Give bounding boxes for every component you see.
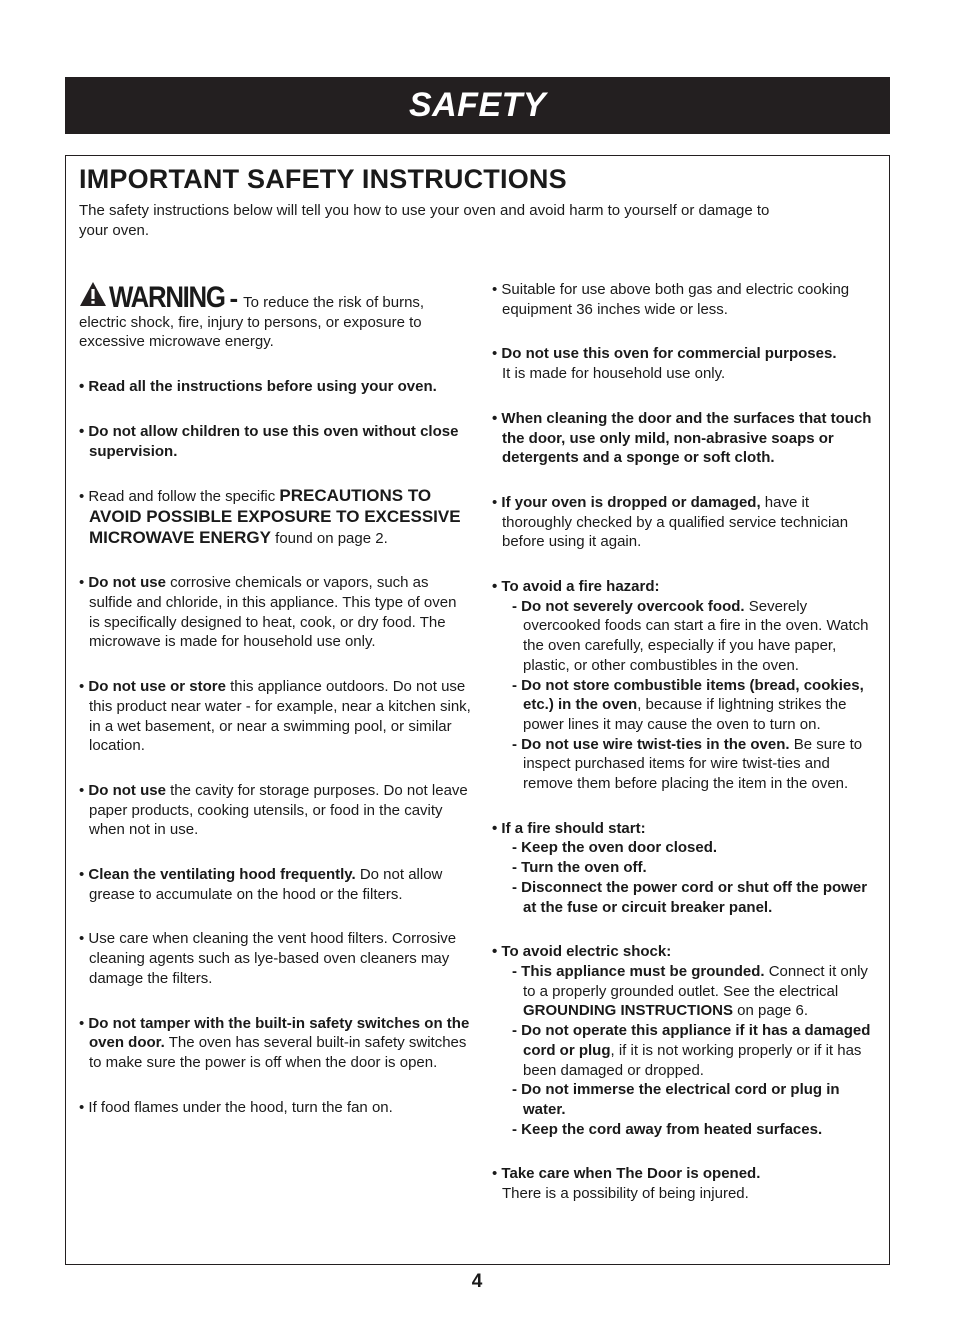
sub-item: - Do not severely overcook food. Severely overcooked foods can start a fire in the oven. Watch the oven carefully, especially if you have paper, plastic, or other combustibles in the oven. (512, 597, 869, 674)
section-banner (65, 77, 890, 134)
item-emphasis: Do not severely overcook food. (521, 597, 745, 615)
list-item: • Do not allow children to use this oven without close supervision. (79, 422, 459, 460)
item-text: Do not allow children to use this oven without close supervision. (88, 422, 459, 460)
sub-item: - Keep the oven door closed. (512, 839, 718, 857)
item-text: Keep the cord away from heated surfaces. (521, 1120, 823, 1138)
electric-shock-block (492, 942, 882, 1139)
item-text: , if it is not working properly or if it has been damaged or dropped. (523, 1041, 862, 1079)
sub-item: - Keep the cord away from heated surfaces. (512, 1120, 823, 1138)
sub-item: - Do not immerse the electrical cord or plug in water. (512, 1081, 840, 1118)
item-emphasis: If your oven is dropped or damaged, (501, 493, 761, 511)
banner-title: SAFETY (408, 86, 547, 124)
list-item: • Do not use or store this appliance outdoors. Do not use this product near water - for example, near a kitchen sink, in a wet basement, or near a swimming pool, or similar location. (79, 678, 471, 755)
list-item: • Read and follow the specific PRECAUTIONS TO AVOID POSSIBLE EXPOSURE TO EXCESSIVE MICROWAVE ENERGY found on page 2. (79, 486, 461, 547)
list-item: • If a fire should start: (492, 819, 646, 837)
item-text: Connect it only to a properly grounded outlet. See the electrical (523, 962, 868, 1000)
item-text: When cleaning the door and the surfaces that touch the door, use only mild, non-abrasive soaps or detergents and a sponge or soft cloth. (501, 409, 872, 467)
item-emphasis: Do not tamper with the built-in safety switches on the oven door. (88, 1014, 470, 1052)
list-item: • Do not tamper with the built-in safety switches on the oven door. The oven has several built-in safety switches to make sure the power is off when the door is open. (79, 1014, 470, 1071)
fire-hazard-block (492, 577, 882, 794)
warning-dash: - (229, 283, 239, 313)
list-item: • When cleaning the door and the surfaces that touch the door, use only mild, non-abrasive soaps or detergents and a sponge or soft cloth. (492, 409, 872, 467)
item-text: If a fire should start: (501, 819, 646, 837)
item-text: If food flames under the hood, turn the fan on. (88, 1098, 393, 1116)
sub-item: - This appliance must be grounded. Connect it only to a properly grounded outlet. See the electrical GROUNDING INSTRUCTIONS on page 6. (512, 962, 868, 1020)
item-text: To avoid electric shock: (501, 943, 672, 961)
item-text: Suitable for use above both gas and electric cooking equipment 36 inches wide or less. (501, 281, 850, 318)
warning-header (79, 281, 243, 314)
item-text: , because if lightning strikes the power lines it may cause the oven to turn on. (523, 696, 847, 733)
item-text: Read all the instructions before using your oven. (88, 378, 437, 396)
fire-start-block (492, 819, 882, 918)
item-emphasis: Do not use (88, 574, 166, 592)
list-item: • To avoid a fire hazard: (492, 578, 660, 596)
item-emphasis: GROUNDING INSTRUCTIONS (523, 1002, 733, 1020)
list-item: • Do not use the cavity for storage purposes. Do not leave paper products, cooking utensils, or food in the cavity when not in use. (79, 781, 468, 839)
item-text: Use care when cleaning the vent hood filters. Corrosive cleaning agents such as lye-based oven cleaners may damage the filters. (88, 930, 457, 987)
warning-word: WARNING (109, 281, 225, 314)
list-item: • Suitable for use above both gas and electric cooking equipment 36 inches wide or less. (492, 281, 850, 318)
item-emphasis: This appliance must be grounded. (521, 962, 765, 980)
list-item: • Clean the ventilating hood frequently. Do not allow grease to accumulate on the hood or the filters. (79, 866, 443, 903)
item-text: Disconnect the power cord or shut off the power at the fuse or circuit breaker panel. (521, 878, 868, 916)
list-item: • If food flames under the hood, turn the fan on. (79, 1098, 393, 1116)
sub-item: - Disconnect the power cord or shut off the power at the fuse or circuit breaker panel. (512, 878, 868, 916)
item-text: The oven has several built-in safety switches to make sure the power is off when the door is open. (89, 1034, 467, 1071)
item-text: Be sure to inspect purchased items for wire twist-ties and remove them before placing the item in the oven. (523, 735, 863, 793)
sub-item: - Do not operate this appliance if it has a damaged cord or plug, if it is not working properly or if it has been damaged or dropped. (512, 1022, 871, 1079)
item-emphasis: Do not use or store (88, 678, 226, 696)
item-emphasis: PRECAUTIONS TO AVOID POSSIBLE EXPOSURE TO EXCESSIVE MICROWAVE ENERGY (89, 486, 461, 547)
list-item: • Take care when The Door is opened. There is a possibility of being injured. (492, 1165, 761, 1203)
list-item: • Read all the instructions before using your oven. (79, 378, 437, 396)
item-emphasis: Do not operate this appliance if it has a damaged cord or plug (521, 1022, 871, 1059)
page-heading: IMPORTANT SAFETY INSTRUCTIONS (79, 164, 567, 194)
item-emphasis: Clean the ventilating hood frequently. (88, 866, 356, 884)
warning-triangle-icon (79, 281, 107, 307)
list-item: • Do not use corrosive chemicals or vapors, such as sulfide and chloride, in this appliance. This type of oven is specifically designed to heat, cook, or dry food. The microwave is made for household use only. (79, 574, 457, 651)
warning-text: To reduce the risk of burns, electric shock, fire, injury to persons, or exposure to excessive microwave energy. (79, 294, 425, 351)
item-text: Turn the oven off. (521, 859, 647, 877)
item-emphasis: Do not use (88, 781, 166, 799)
item-emphasis: Take care when The Door is opened. (501, 1165, 761, 1183)
item-emphasis: Do not use this oven for commercial purposes. (501, 345, 837, 363)
item-text: on page 6. (733, 1002, 809, 1020)
sub-item: - Do not use wire twist-ties in the oven. Be sure to inspect purchased items for wire twist-ties and remove them before placing the item in the oven. (512, 735, 863, 793)
list-item: • If your oven is dropped or damaged, have it thoroughly checked by a qualified service technician before using it again. (492, 493, 849, 551)
item-text: this appliance outdoors. Do not use this product near water - for example, near a kitchen sink, in a wet basement, or near a swimming pool, or similar location. (89, 678, 471, 755)
item-text: found on page 2. (270, 529, 388, 547)
item-text: Do not allow grease to accumulate on the hood or the filters. (89, 866, 443, 903)
item-emphasis: Do not store combustible items (bread, cookies, etc.) in the oven (521, 676, 864, 714)
page-number: 4 (471, 1271, 483, 1292)
item-text: There is a possibility of being injured. (502, 1185, 749, 1203)
item-text: It is made for household use only. (502, 365, 726, 383)
warning-block (79, 281, 471, 352)
item-text: Read and follow the specific (88, 488, 280, 506)
right-column (492, 280, 882, 1229)
item-text: Keep the oven door closed. (521, 839, 718, 857)
item-text: Do not immerse the electrical cord or plug in water. (521, 1081, 840, 1118)
item-text: Severely overcooked foods can start a fire in the oven. Watch the oven carefully, especially if you have paper, plastic, or other combustibles in the oven. (523, 597, 869, 674)
item-text: corrosive chemicals or vapors, such as sulfide and chloride, in this appliance. This type of oven is specifically designed to heat, cook, or dry food. The microwave is made for household use only. (89, 574, 457, 651)
list-item: • Use care when cleaning the vent hood filters. Corrosive cleaning agents such as lye-based oven cleaners may damage the filters. (79, 930, 457, 987)
left-column (79, 281, 471, 1142)
item-emphasis: Do not use wire twist-ties in the oven. (521, 735, 790, 753)
intro-text: The safety instructions below will tell you how to use your oven and avoid harm to yourself or damage to your oven. (79, 202, 770, 239)
list-item: • To avoid electric shock: (492, 943, 672, 961)
item-text: the cavity for storage purposes. Do not leave paper products, cooking utensils, or food in the cavity when not in use. (89, 781, 468, 839)
item-text: To avoid a fire hazard: (501, 578, 660, 596)
sub-item: - Do not store combustible items (bread, cookies, etc.) in the oven, because if lightning strikes the power lines it may cause the oven to turn on. (512, 676, 864, 733)
sub-item: - Turn the oven off. (512, 859, 647, 877)
item-text: have it thoroughly checked by a qualified service technician before using it again. (502, 493, 849, 551)
list-item: • Do not use this oven for commercial purposes. It is made for household use only. (492, 345, 837, 383)
